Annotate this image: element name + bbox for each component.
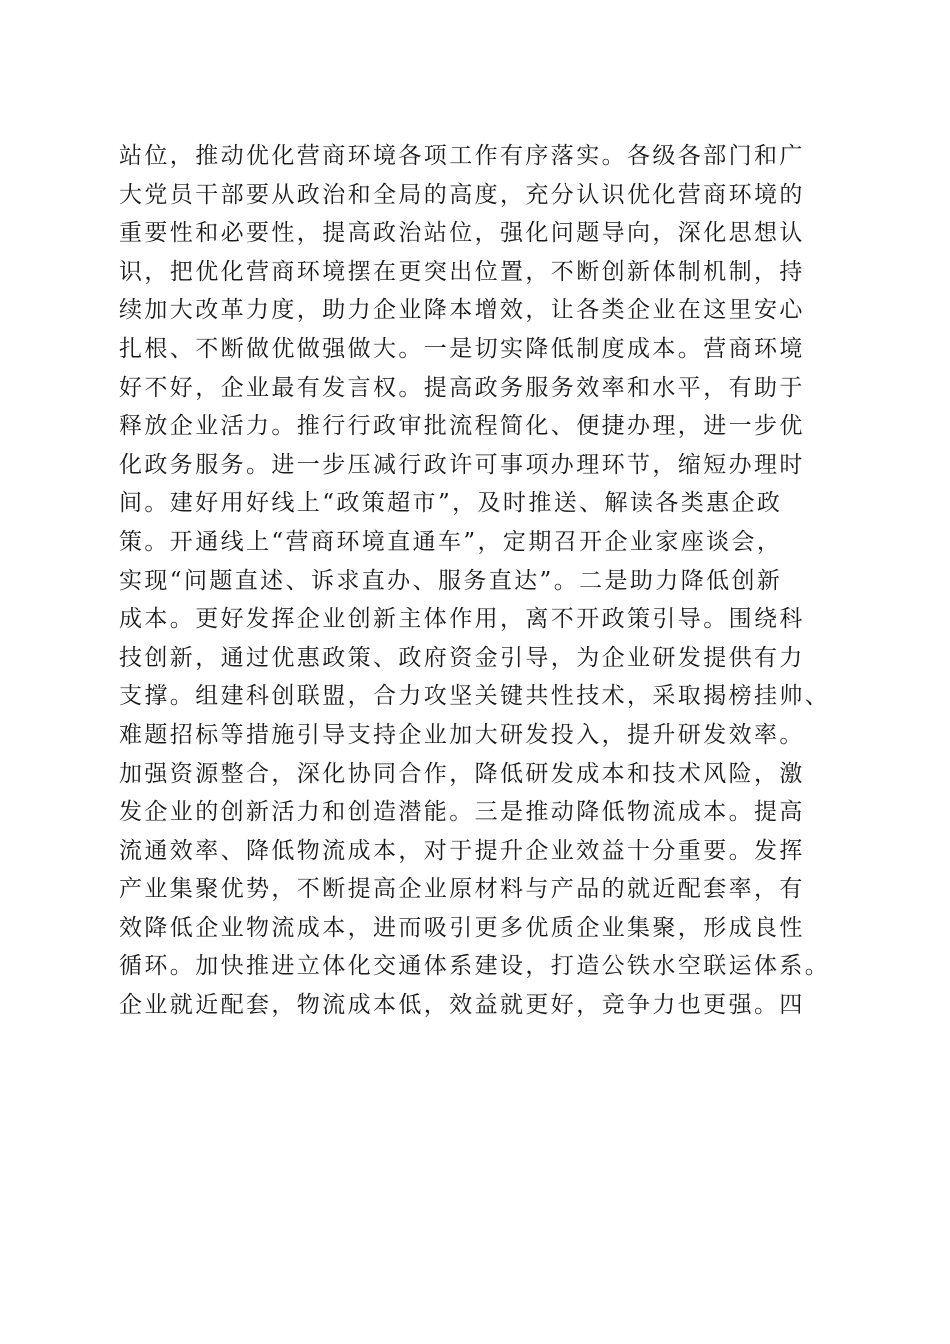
text-line: 策。开通线上“营商环境直通车”，定期召开企业家座谈会， xyxy=(119,528,783,555)
text-line: 支撑。组建科创联盟，合力攻坚关键共性技术，采取揭榜挂帅、 xyxy=(119,683,831,710)
text-line: 成本。更好发挥企业创新主体作用，离不开政策引导。围绕科 xyxy=(119,606,805,633)
text-line: 站位，推动优化营商环境各项工作有序落实。各级各部门和广 xyxy=(119,143,805,169)
text-line: 重要性和必要性，提高政治站位，强化问题导向，深化思想认 xyxy=(119,220,805,247)
text-line: 企业就近配套，物流成本低，效益就更好，竞争力也更强。四 xyxy=(119,992,805,1019)
text-line: 释放企业活力。推行行政审批流程简化、便捷办理，进一步优 xyxy=(119,413,805,440)
body-text xyxy=(119,137,859,1025)
text-line: 流通效率、降低物流成本，对于提升企业效益十分重要。发挥 xyxy=(119,837,805,864)
text-line: 加强资源整合，深化协同合作，降低研发成本和技术风险，激 xyxy=(119,760,805,787)
text-line: 好不好，企业最有发言权。提高政务服务效率和水平，有助于 xyxy=(119,374,805,401)
text-line: 难题招标等措施引导支持企业加大研发投入，提升研发效率。 xyxy=(119,721,805,748)
text-line: 发企业的创新活力和创造潜能。三是推动降低物流成本。提高 xyxy=(119,799,805,826)
text-line: 技创新，通过优惠政策、政府资金引导，为企业研发提供有力 xyxy=(119,644,805,671)
text-line: 循环。加快推进立体化交通体系建设，打造公铁水空联运体系。 xyxy=(119,953,831,980)
text-line: 实现“问题直述、诉求直办、服务直达”。二是助力降低创新 xyxy=(119,567,783,594)
text-line: 大党员干部要从政治和全局的高度，充分认识优化营商环境的 xyxy=(119,181,805,208)
text-line: 识，把优化营商环境摆在更突出位置，不断创新体制机制，持 xyxy=(119,258,805,285)
text-line: 效降低企业物流成本，进而吸引更多优质企业集聚，形成良性 xyxy=(119,914,805,941)
text-line: 间。建好用好线上“政策超市”，及时推送、解读各类惠企政 xyxy=(119,490,783,517)
text-line: 续加大改革力度，助力企业降本增效，让各类企业在这里安心 xyxy=(119,297,805,324)
text-line: 化政务服务。进一步压减行政许可事项办理环节，缩短办理时 xyxy=(119,451,805,478)
text-line: 产业集聚优势，不断提高企业原材料与产品的就近配套率，有 xyxy=(119,876,805,903)
text-line: 扎根、不断做优做强做大。一是切实降低制度成本。营商环境 xyxy=(119,335,805,362)
